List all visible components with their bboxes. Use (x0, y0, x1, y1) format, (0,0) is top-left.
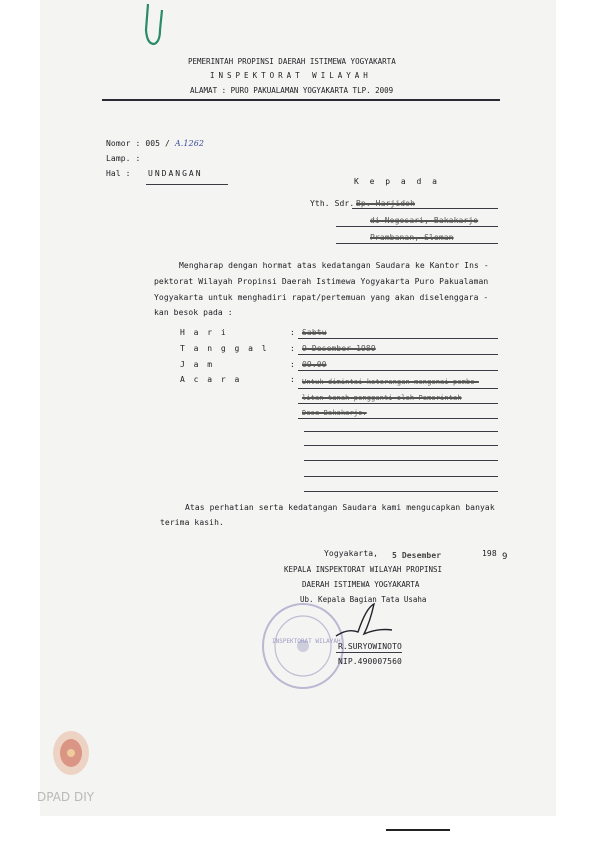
acara-extra-1: litan tanah pengganti oleh Pemerintah (302, 394, 462, 402)
yth-label: Yth. Sdr. (310, 199, 355, 208)
hal-label: Hal : (106, 169, 131, 178)
paper-clip-mark (142, 0, 164, 50)
hari-colon: : (290, 328, 295, 337)
signature-nip: NIP.490007560 (338, 657, 402, 666)
lamp-label: Lamp. : (106, 154, 141, 163)
kepada-label: K e p a d a (354, 177, 440, 186)
jam-colon: : (290, 360, 295, 369)
recipient-address1: di Nogosari, Bakakarjo (370, 216, 479, 225)
body-line-3: Yogyakarta untuk menghadiri rapat/pertemuan yang akan diselenggara - (154, 293, 489, 302)
letterhead-line3: ALAMAT : PURO PAKUALAMAN YOGYAKARTA TLP. 2009 (190, 86, 394, 95)
acara-line-4 (304, 431, 498, 432)
acara-line-6 (304, 460, 498, 461)
signature-title-2: DAERAH ISTIMEWA YOGYAKARTA (302, 580, 420, 589)
acara-line-8 (304, 491, 498, 492)
hari-label: H a r i (180, 328, 228, 337)
acara-line-1 (298, 388, 498, 389)
letterhead-line2: INSPEKTORAT WILAYAH (210, 71, 372, 80)
tanggal-colon: : (290, 344, 295, 353)
recipient-line-1 (352, 208, 498, 209)
signature-name-underline (336, 652, 402, 653)
handwritten-signature (330, 598, 400, 646)
acara-line-7 (304, 476, 498, 477)
letterhead-line1: PEMERINTAH PROPINSI DAERAH ISTIMEWA YOGYAKARTA (188, 57, 396, 66)
recipient-line-2 (336, 226, 498, 227)
stamp-ring-text: INSPEKTORAT WILAYAH (272, 638, 341, 645)
bottom-mark (386, 829, 450, 831)
nomor-value: A.1262 (174, 139, 205, 148)
jam-value: 09.00 (302, 360, 327, 369)
body-line-2: pektorat Wilayah Propinsi Daerah Istimewa Yogyakarta Puro Pakualaman (154, 277, 489, 286)
closing-line-1: Atas perhatian serta kedatangan Saudara kami mengucapkan banyak (185, 503, 495, 512)
acara-line-5 (304, 445, 498, 446)
signature-title-3: Ub. Kepala Bagian Tata Usaha (300, 595, 427, 604)
tanggal-line (298, 354, 498, 355)
signature-year-suffix: 9 (502, 552, 508, 562)
hal-underline (146, 184, 228, 185)
hari-line (298, 338, 498, 339)
letterhead-rule (102, 99, 500, 101)
document-page (40, 0, 556, 816)
body-line-4: kan besok pada : (154, 308, 233, 317)
hal-value: UNDANGAN (148, 169, 203, 178)
acara-extra-2: Desa Bakakarjo. (302, 409, 367, 417)
body-line-1: Mengharap dengan hormat atas kedatangan Saudara ke Kantor Ins - (179, 261, 489, 270)
acara-label: A c a r a (180, 375, 242, 384)
closing-line-2: terima kasih. (160, 518, 224, 527)
acara-colon: : (290, 375, 295, 384)
nomor-row (106, 139, 204, 148)
nomor-label: Nomor : 005 / (106, 139, 170, 148)
tanggal-label: T a n g g a l (180, 344, 269, 353)
tanggal-value: 9 Desember 1989 (302, 344, 376, 353)
recipient-name: Bp. Harjidoh (356, 199, 415, 208)
acara-value: Untuk dimintai keterangan mengenai pembe- (302, 378, 479, 386)
recipient-line-3 (336, 243, 498, 244)
jam-line (298, 370, 498, 371)
dpad-seal-logo (50, 728, 92, 778)
signature-year-prefix: 198 (482, 549, 497, 558)
hari-value: Sabtu (302, 328, 327, 337)
acara-line-2 (298, 403, 498, 404)
signature-place: Yogyakarta, (324, 549, 379, 558)
recipient-address2: Prambanan, Sleman (370, 233, 454, 242)
signature-date: 5 Desember (392, 551, 442, 560)
signature-title-1: KEPALA INSPEKTORAT WILAYAH PROPINSI (284, 565, 443, 574)
jam-label: J a m (180, 360, 215, 369)
signature-name: R.SURYOWINOTO (338, 642, 402, 651)
acara-line-3 (298, 418, 498, 419)
watermark-text: DPAD DIY (37, 790, 95, 804)
